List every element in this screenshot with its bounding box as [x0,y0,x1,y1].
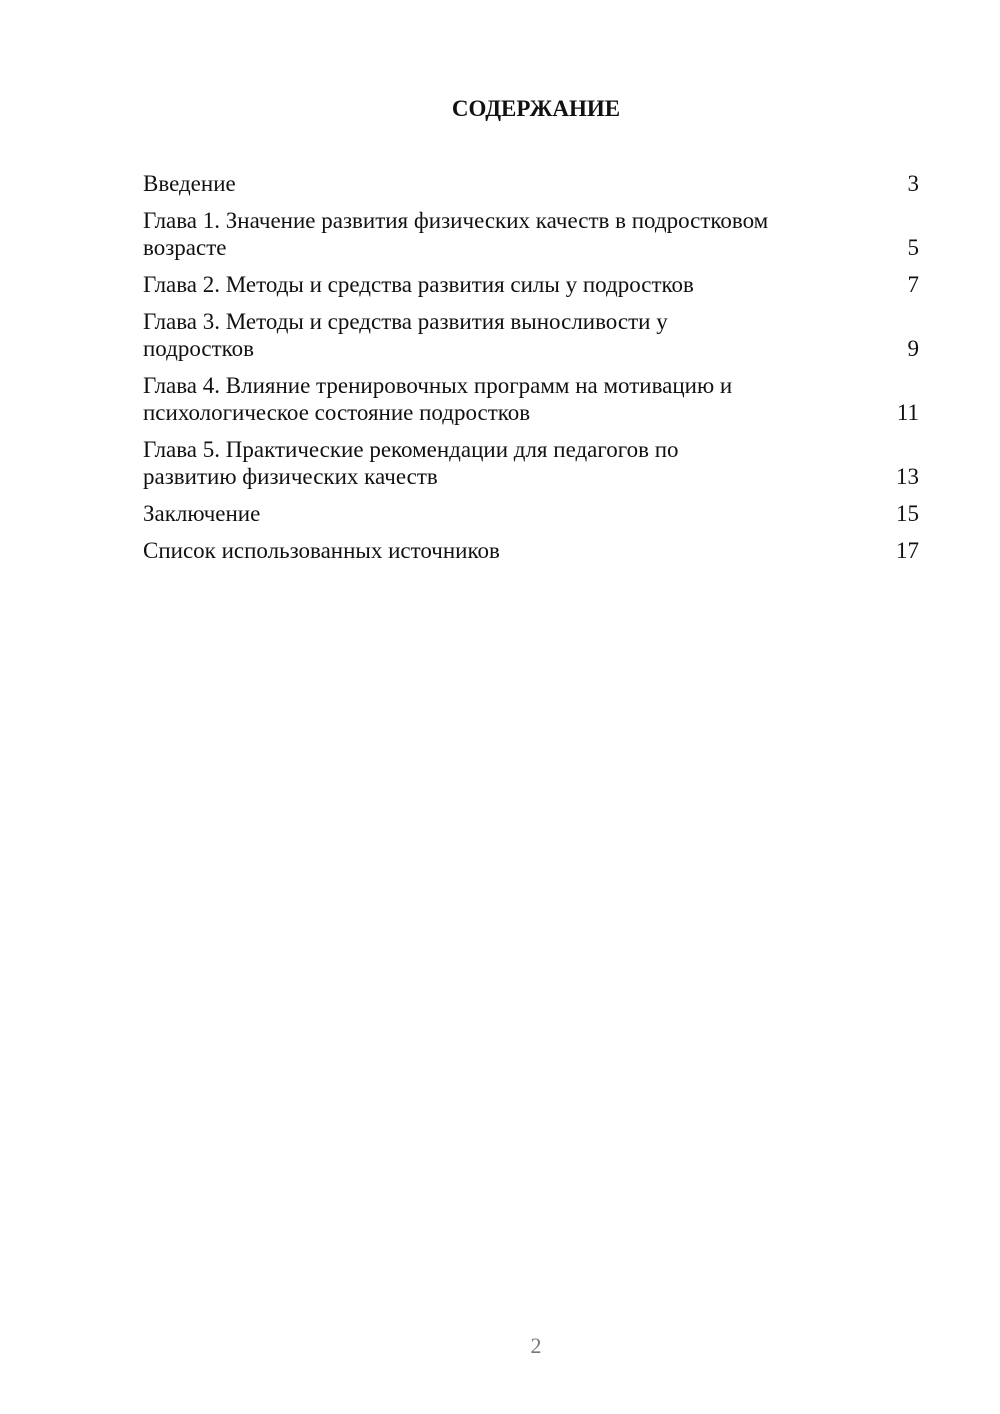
toc-entry-label: Глава 3. Методы и средства развития выносливости у подростков [143,309,668,361]
toc-entry-introduction [143,170,919,197]
toc-entry-label: Глава 1. Значение развития физических качеств в подростковом возрасте [143,208,769,260]
toc-entry-page: 7 [907,272,919,297]
toc-entry-page: 15 [896,501,919,526]
toc-entry-label: Введение [143,171,236,196]
toc-entry-label: Заключение [143,501,261,526]
toc-entry-chapter-5 [143,436,919,490]
toc-entry-chapter-4 [143,372,919,426]
toc-entry-chapter-1 [143,207,919,261]
toc-entry-page: 5 [907,235,919,260]
toc-entry-page: 11 [896,400,919,425]
toc-entry-label: Список использованных источников [143,538,500,563]
toc-entry-label: Глава 2. Методы и средства развития силы у подростков [143,272,694,297]
toc-entry-label: Глава 4. Влияние тренировочных программ на мотивацию и психологическое состояние подростков [143,373,733,425]
toc-entry-label: Глава 5. Практические рекомендации для педагогов по развитию физических качеств [143,437,679,489]
toc-title-container [0,96,1000,122]
toc-entry-chapter-3 [143,308,919,362]
table-of-contents [143,170,919,574]
toc-entry-page: 13 [896,464,919,489]
toc-entry-chapter-2 [143,271,919,298]
toc-entry-references [143,537,919,564]
toc-entry-page: 17 [896,538,919,563]
toc-entry-page: 9 [907,336,919,361]
toc-entry-page: 3 [907,171,919,196]
toc-entry-conclusion [143,500,919,527]
toc-title: СОДЕРЖАНИЕ [451,96,621,121]
page-number: 2 [530,1333,542,1358]
